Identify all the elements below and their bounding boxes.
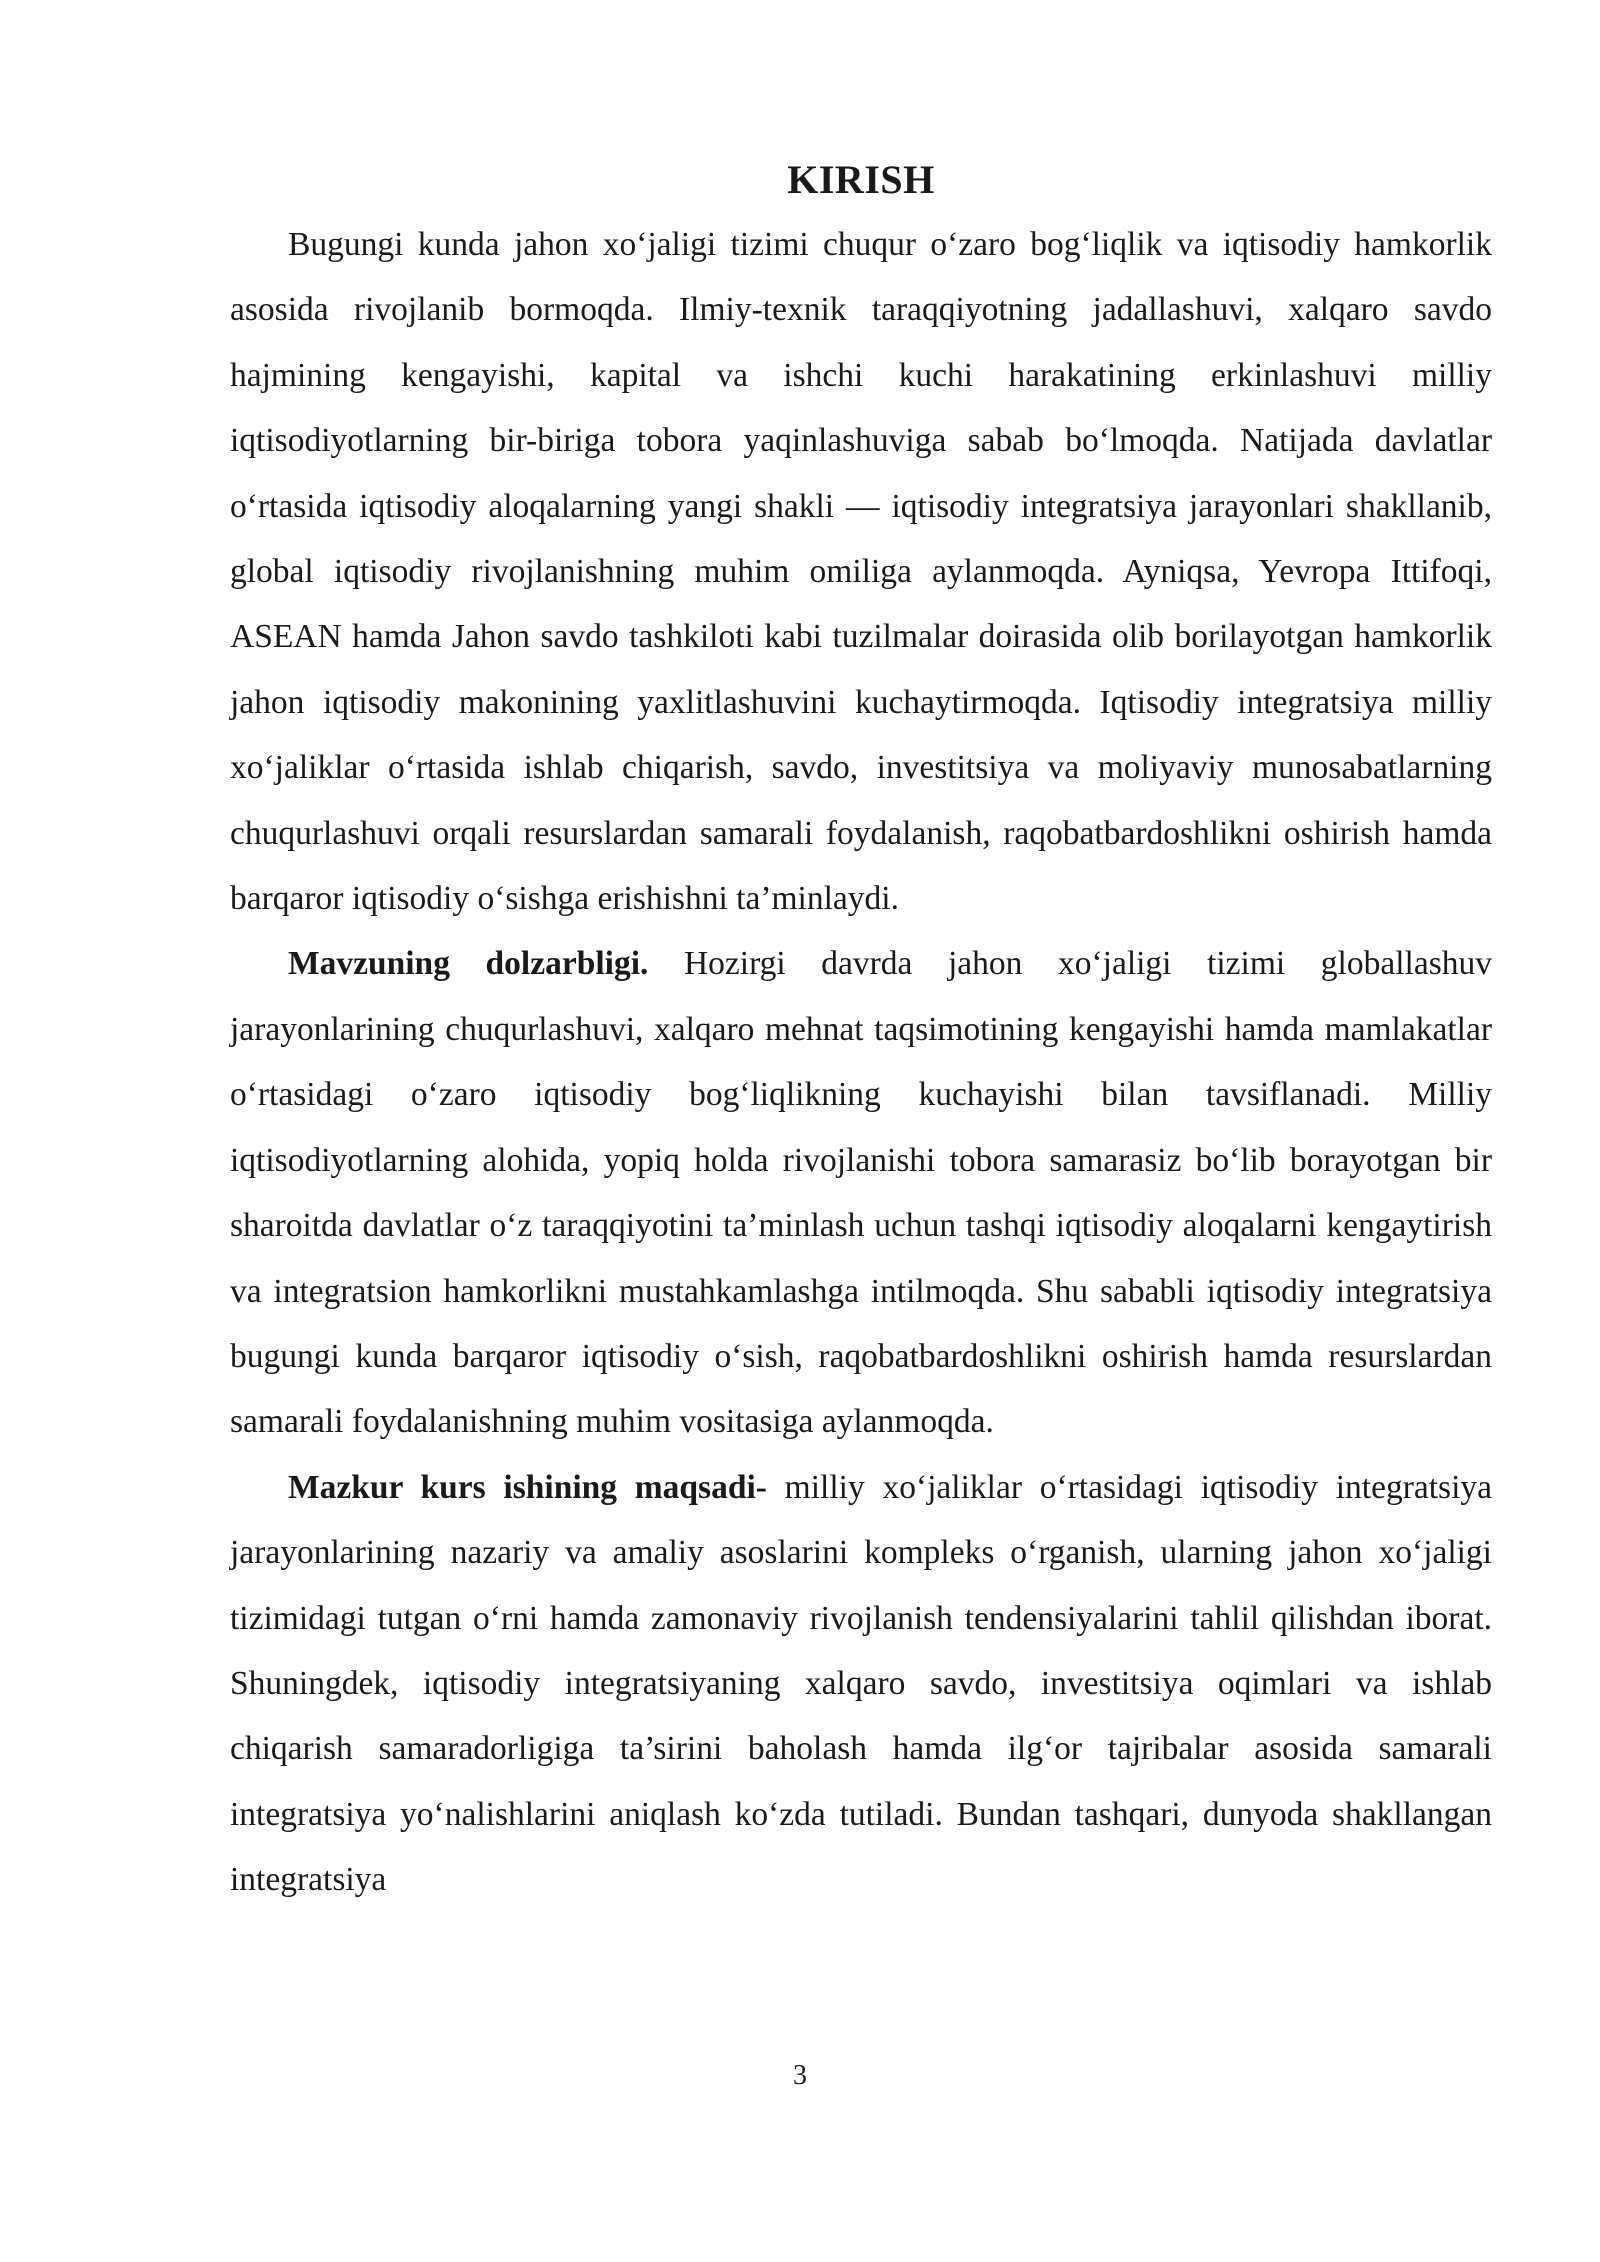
- paragraph-goal: [230, 1455, 1492, 1913]
- paragraph-introduction: [230, 212, 1492, 931]
- paragraph-text: Bugungi kunda jahon xo‘jaligi tizimi chuqur o‘zaro bog‘liqlik va iqtisodiy hamkorlik asosida rivojlanib bormoqda. Ilmiy-texnik taraqqiyotning jadallashuvi, xalqaro savdo hajmining kengayishi, kapital va ishchi kuchi harakatining erkinlashuvi milliy iqtisodiyotlarning bir-biriga tobora yaqinlashuviga sabab bo‘lmoqda. Natijada davlatlar o‘rtasida iqtisodiy aloqalarning yangi shakli — iqtisodiy integratsiya jarayonlari shakllanib, global iqtisodiy rivojlanishning muhim omiliga aylanmoqda. Ayniqsa, Yevropa Ittifoqi, ASEAN hamda Jahon savdo tashkiloti kabi tuzilmalar doirasida olib borilayotgan hamkorlik jahon iqtisodiy makonining yaxlitlashuvini kuchaytirmoqda. Iqtisodiy integratsiya milliy xo‘jaliklar o‘rtasida ishlab chiqarish, savdo, investitsiya va moliyaviy munosabatlarning chuqurlashuvi orqali resurslardan samarali foydalanish, raqobatbardoshlikni oshirish hamda barqaror iqtisodiy o‘sishga erishishni ta’minlaydi.: [230, 226, 1492, 918]
- page-number: 3: [793, 2060, 807, 2091]
- section-heading: KIRISH: [787, 157, 935, 202]
- paragraph-text: milliy xo‘jaliklar o‘rtasidagi iqtisodiy integratsiya jarayonlarining nazariy va amaliy asoslarini kompleks o‘rganish, ularning jahon xo‘jaligi tizimidagi tutgan o‘rni hamda zamonaviy rivojlanish tendensiyalarini tahlil qilishdan iborat. Shuningdek, iqtisodiy integratsiyaning xalqaro savdo, investitsiya oqimlari va ishlab chiqarish samaradorligiga ta’sirini baholash hamda ilg‘or tajribalar asosida samarali integratsiya yo‘nalishlarini aniqlash ko‘zda tutiladi. Bundan tashqari, dunyoda shakllangan integratsiya: [230, 1468, 1493, 1899]
- paragraph-text: Hozirgi davrda jahon xo‘jaligi tizimi globallashuv jarayonlarining chuqurlashuvi, xalqaro mehnat taqsimotining kengayishi hamda mamlakatlar o‘rtasidagi o‘zaro iqtisodiy bog‘liqlikning kuchayishi bilan tavsiflanadi. Milliy iqtisodiyotlarning alohida, yopiq holda rivojlanishi tobora samarasiz bo‘lib borayotgan bir sharoitda davlatlar o‘z taraqqiyotini ta’minlash uchun tashqi iqtisodiy aloqalarni kengaytirish va integratsion hamkorlikni mustahkamlashga intilmoqda. Shu sababli iqtisodiy integratsiya bugungi kunda barqaror iqtisodiy o‘sish, raqobatbardoshlikni oshirish hamda resurslardan samarali foydalanishning muhim vositasiga aylanmoqda.: [230, 945, 1492, 1441]
- paragraph-lead: Mavzuning dolzarbligi.: [288, 945, 649, 983]
- paragraph-relevance: [230, 931, 1492, 1454]
- page-content: [230, 150, 1492, 1913]
- paragraph-lead: Mazkur kurs ishining maqsadi-: [288, 1468, 767, 1506]
